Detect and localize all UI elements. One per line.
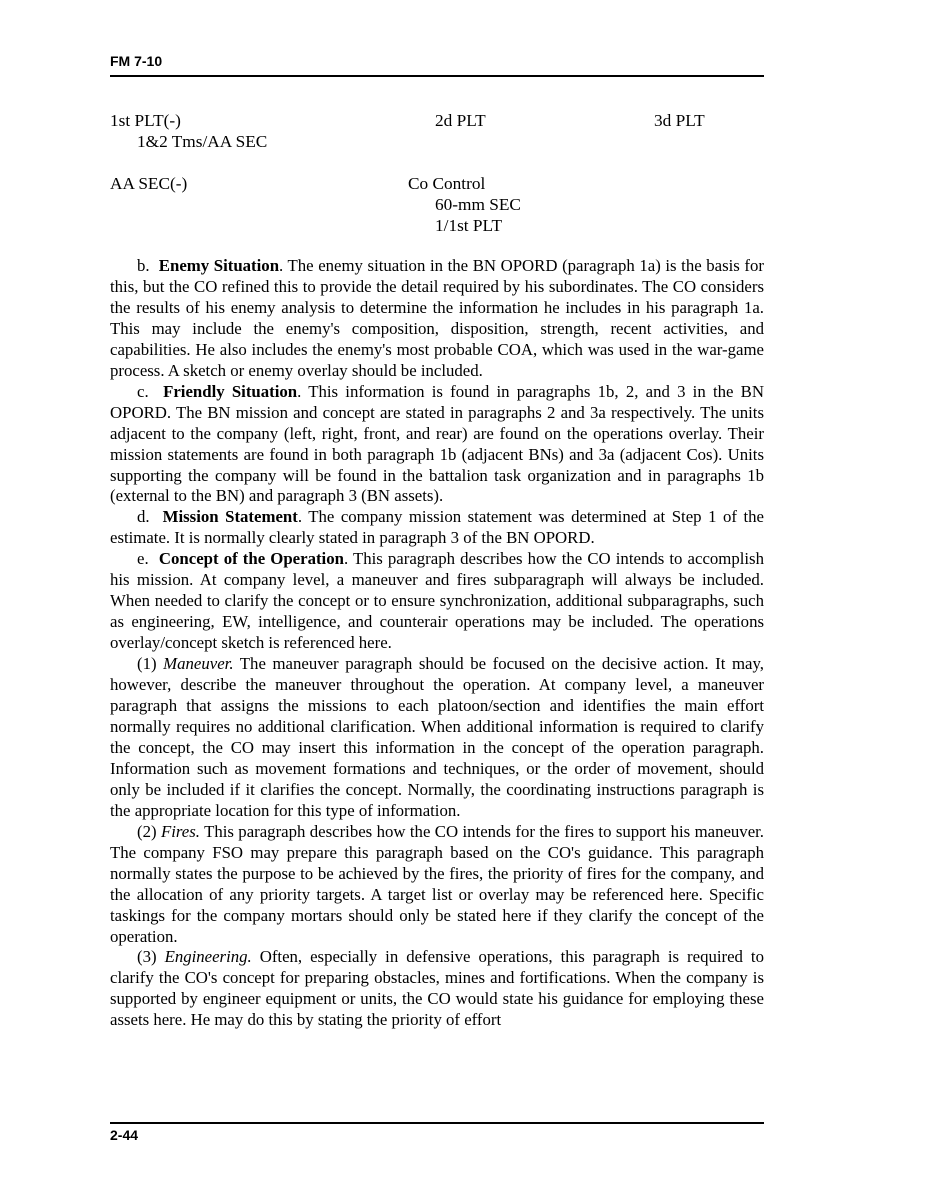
- paragraph-e2-text: This paragraph describes how the CO intends for the fires to support his maneuver. The company FSO may prepare this paragraph based on the CO's guidance. This paragraph normally states the purpose to be achieved by the fires, the priority of fires for the company, and the allocation of any priority targets. A target list or overlay may be referenced here. Specific taskings for the company mortars should only be stated here if they clarify the concept of the operation.: [110, 821, 764, 946]
- manual-header-label: FM 7-10: [110, 53, 163, 69]
- paragraph-d: [110, 507, 764, 549]
- paragraph-e1-heading: Maneuver.: [163, 654, 234, 674]
- paragraph-e3-heading: Engineering.: [164, 947, 252, 967]
- task-org-1st-plt: 1st PLT(-): [110, 111, 181, 130]
- paragraph-b-text: . The enemy situation in the BN OPORD (paragraph 1a) is the basis for this, but the CO refined this to provide the detail required by his subordinates. The CO considers the results of his enemy analysis to determine the information he includes in his paragraph 1a. This may include the enemy's composition, disposition, strength, recent activities, and capabilities. He also includes the enemy's most probable COA, which was used in the war-game process. A sketch or enemy overlay should be included.: [110, 256, 764, 380]
- paragraph-c-heading: Friendly Situation: [163, 381, 298, 401]
- paragraph-e1-text: The maneuver paragraph should be focused on the decisive action. It may, however, describe the maneuver throughout the operation. At company level, a maneuver paragraph that assigns the missions to each platoon/section and identifies the main effort normally requires no additional clarification. When additional information is required to clarify the concept, the CO may insert this information in the concept of the operation paragraph. Information such as movement formations and techniques, or the order of movement, should only be included if it clarifies the concept. Normally, the coordinating instructions paragraph is the appropriate location for this type of information.: [110, 654, 764, 820]
- footer-rule: [110, 1122, 764, 1124]
- task-org-2d-plt: 2d PLT: [435, 111, 486, 130]
- paragraph-e2-heading: Fires.: [160, 821, 200, 841]
- paragraph-c-lead: c.: [137, 381, 149, 401]
- task-org-60mm-sec: 60-mm SEC: [435, 195, 521, 214]
- paragraph-e2-lead: (2): [137, 821, 157, 841]
- paragraph-d-lead: d.: [137, 507, 150, 527]
- paragraph-c-text: . This information is found in paragraphs 1b, 2, and 3 in the BN OPORD. The BN mission and concept are stated in paragraphs 2 and 3a respectively. The units adjacent to the company (left, right, front, and rear) are found on the operations overlay. Their mission statements are found in both paragraph 1b (adjacent BNs) and 3a (adjacent Cos). Units supporting the company will be found in the battalion task organization and in paragraphs 1b (external to the BN) and paragraph 3 (BN assets).: [110, 381, 764, 506]
- page-number: 2-44: [110, 1127, 139, 1143]
- paragraph-b: [110, 256, 764, 382]
- paragraph-b-heading: Enemy Situation: [158, 256, 280, 275]
- paragraph-e: [110, 549, 764, 654]
- paragraph-c: [110, 382, 764, 508]
- task-org-co-control: Co Control: [408, 174, 486, 193]
- task-org-1-1st-plt: 1/1st PLT: [435, 216, 503, 235]
- paragraph-e-lead: e.: [137, 549, 149, 569]
- task-org-aa-sec: AA SEC(-): [110, 174, 188, 193]
- paragraph-b-lead: b.: [137, 256, 150, 275]
- task-org-3d-plt: 3d PLT: [654, 111, 705, 130]
- paragraph-d-text: . The company mission statement was determined at Step 1 of the estimate. It is normally clearly stated in paragraph 3 of the BN OPORD.: [110, 507, 764, 548]
- paragraph-e1-lead: (1): [137, 654, 157, 674]
- paragraph-e3-lead: (3): [137, 947, 157, 967]
- paragraph-e3-text: Often, especially in defensive operations, this paragraph is required to clarify the CO's concept for preparing obstacles, mines and fortifications. When the company is supported by engineer equipment or units, the CO would state his guidance for employing these assets here. He may do this by stating the priority of effort: [110, 947, 764, 1030]
- paragraph-e3: [110, 947, 764, 1031]
- task-org-1st-plt-item: 1&2 Tms/AA SEC: [137, 132, 268, 151]
- paragraph-e1: [110, 654, 764, 822]
- paragraph-d-heading: Mission Statement: [162, 507, 298, 527]
- paragraph-e-heading: Concept of the Operation: [158, 549, 344, 569]
- paragraph-e2: [110, 822, 764, 948]
- header-rule: [110, 75, 764, 77]
- paragraph-e-text: . This paragraph describes how the CO intends to accomplish his mission. At company level, a maneuver and fires subparagraph will always be included. When needed to clarify the concept or to ensure synchronization, additional subparagraphs, such as engineering, EW, intelligence, and counterair operations may be included. The operations overlay/concept sketch is referenced here.: [110, 549, 764, 653]
- body-text: [110, 256, 764, 1031]
